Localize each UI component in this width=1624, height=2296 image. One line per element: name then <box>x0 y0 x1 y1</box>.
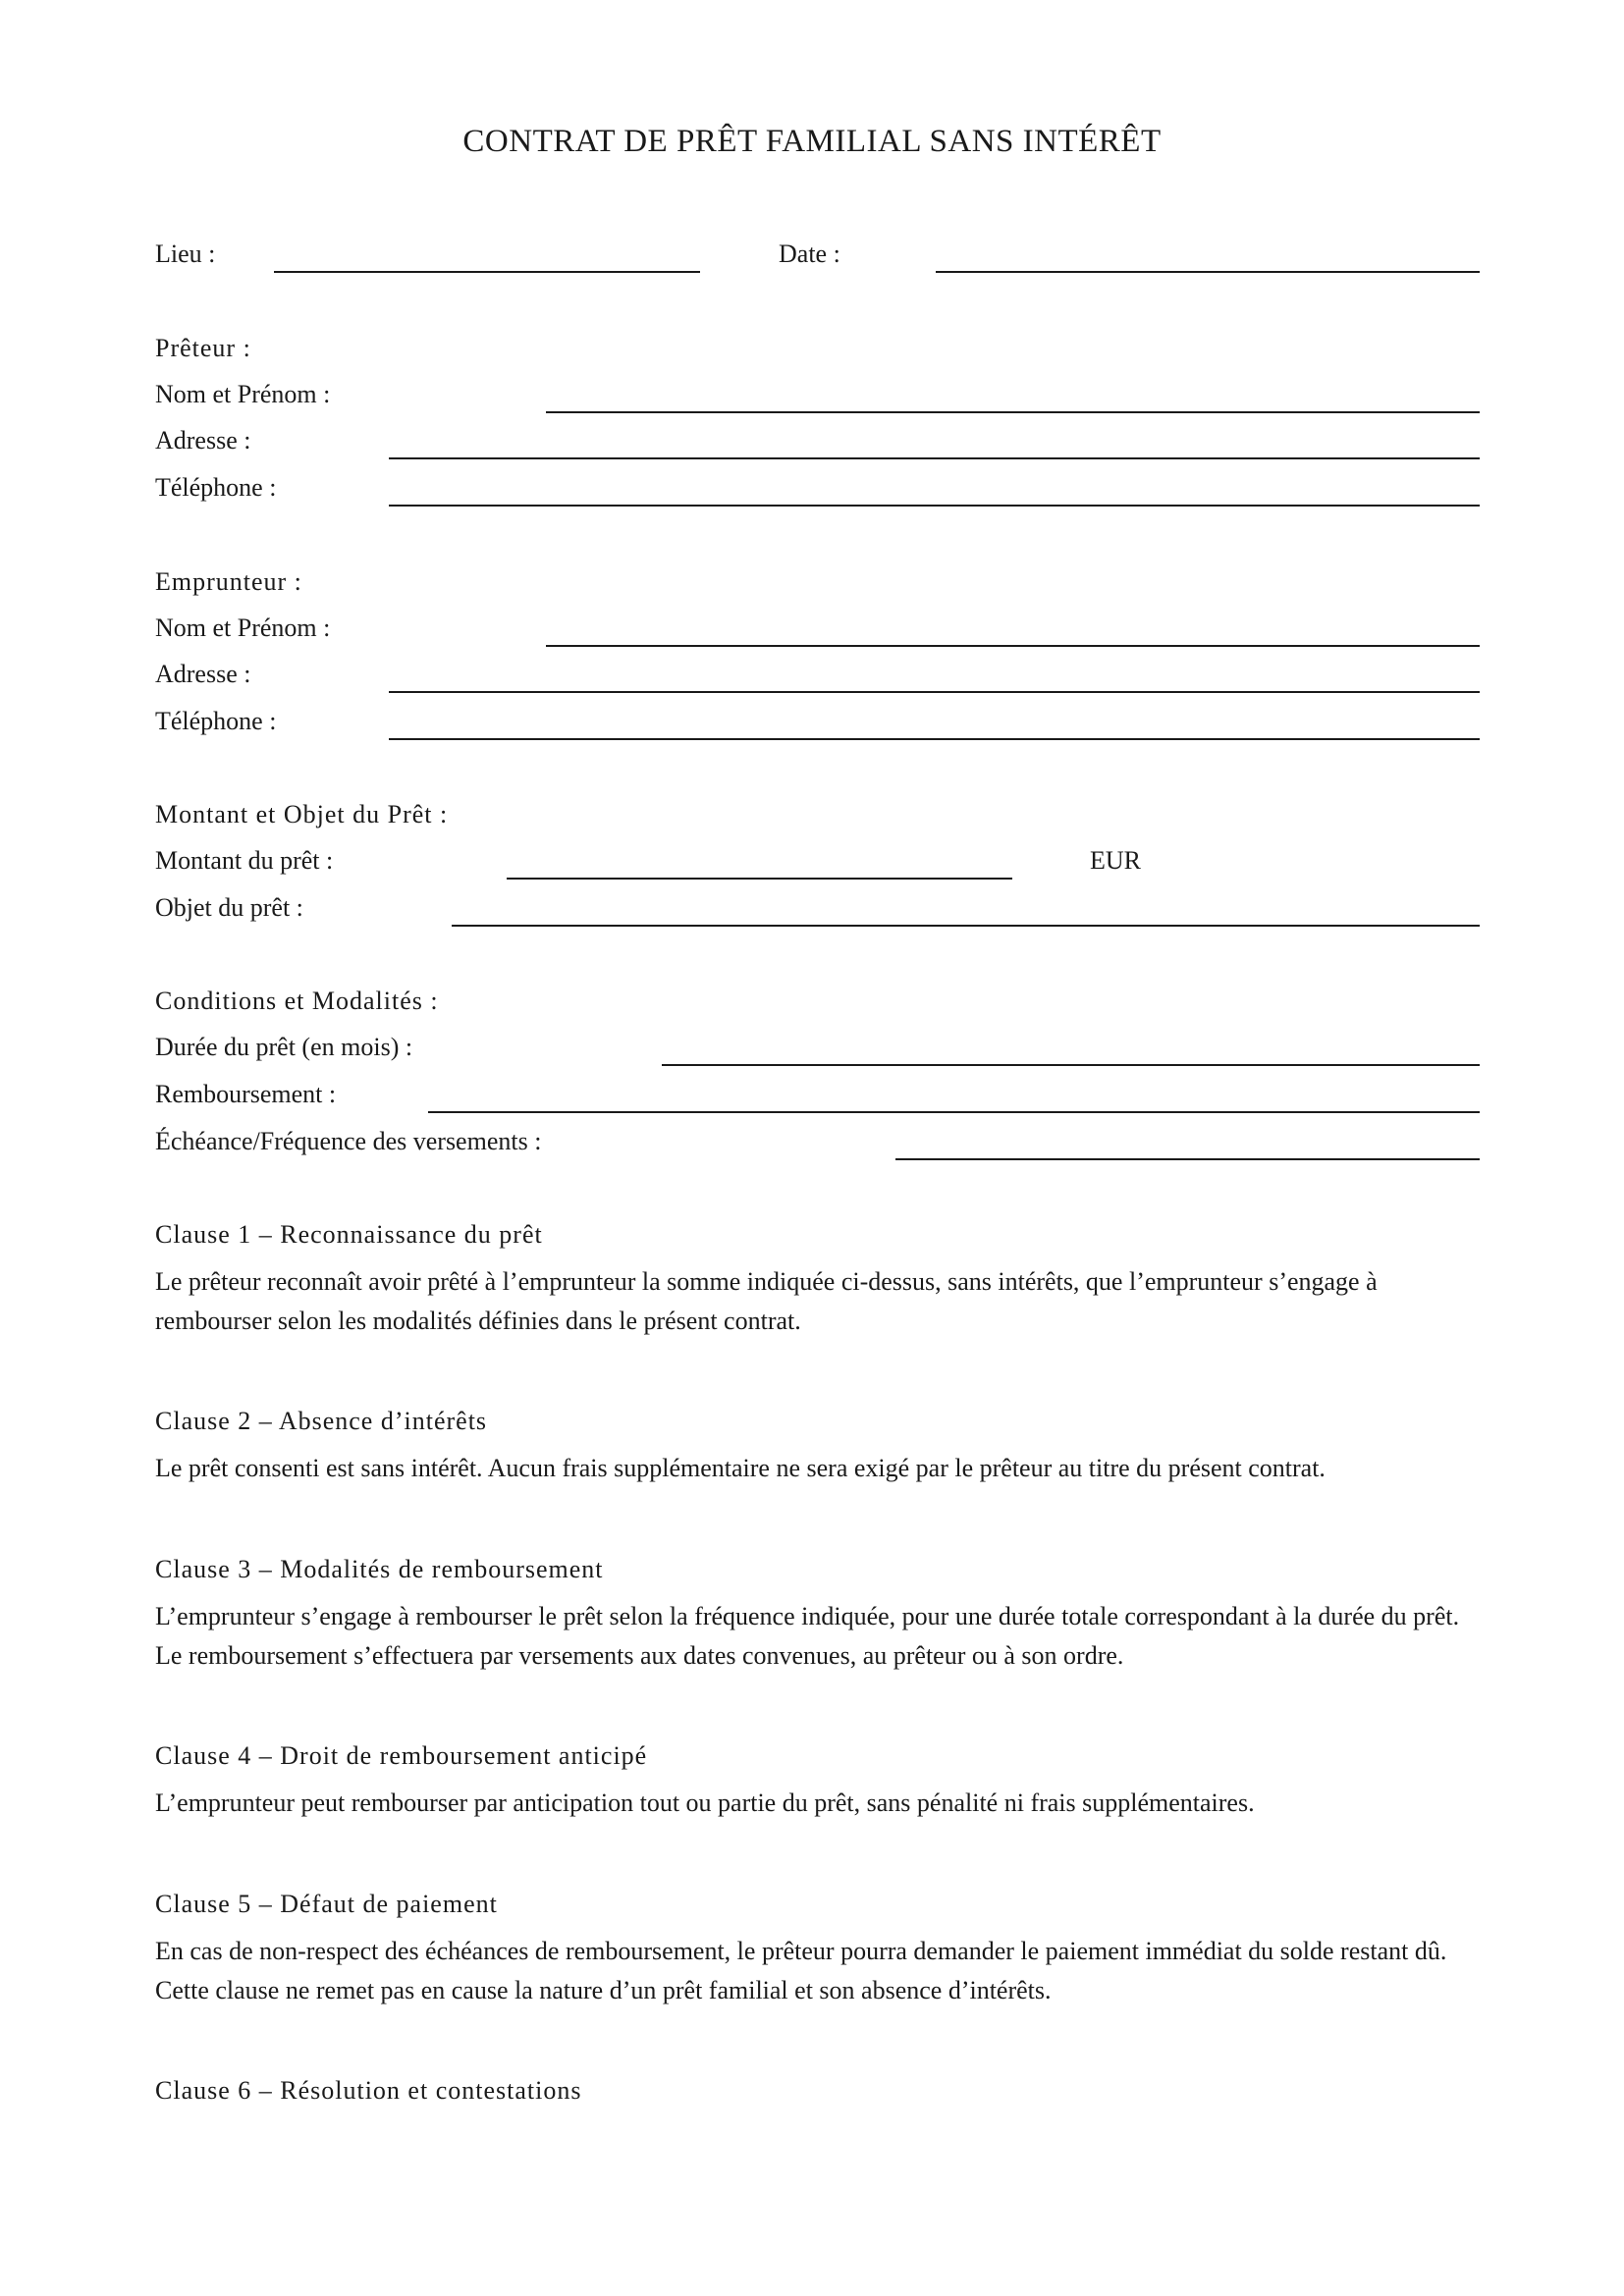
document-title: CONTRAT DE PRÊT FAMILIAL SANS INTÉRÊT <box>462 124 1162 159</box>
clause-text: Le prêt consenti est sans intérêt. Aucun frais supplémentaire ne sera exigé par le prêteur au titre du présent contrat. <box>155 1454 1326 1482</box>
echeance-label: Échéance/Fréquence des versements : <box>155 1127 542 1155</box>
preteur-telephone-label: Téléphone : <box>155 473 277 502</box>
conditions-heading: Conditions et Modalités : <box>155 987 439 1015</box>
preteur-nom-field[interactable] <box>546 411 1480 413</box>
preteur-telephone-field[interactable] <box>389 505 1480 507</box>
clause-text: En cas de non-respect des échéances de remboursement, le prêteur pourra demander le paiement immédiat du solde restant dû. Cette clause ne remet pas en cause la nature d’un prêt familial et son absence d’intérêts. <box>155 1937 1447 2004</box>
clause-text: Le prêteur reconnaît avoir prêté à l’emprunteur la somme indiquée ci-dessus, sans intérêts, que l’emprunteur s’engage à rembourser selon les modalités définies dans le présent contrat. <box>155 1267 1378 1335</box>
lieu-field[interactable] <box>274 271 700 273</box>
preteur-adresse-label: Adresse : <box>155 426 251 454</box>
emprunteur-adresse-field[interactable] <box>389 691 1480 693</box>
clause-title: Clause 6 – Résolution et contestations <box>155 2076 582 2105</box>
objet-label: Objet du prêt : <box>155 893 303 922</box>
currency-label: EUR <box>1090 846 1141 875</box>
echeance-field[interactable] <box>895 1158 1480 1160</box>
clause-title: Clause 5 – Défaut de paiement <box>155 1890 498 1918</box>
lieu-label: Lieu : <box>155 240 216 268</box>
clause-title: Clause 2 – Absence d’intérêts <box>155 1407 488 1435</box>
emprunteur-nom-field[interactable] <box>546 645 1480 647</box>
clause-text: L’emprunteur s’engage à rembourser le prêt selon la fréquence indiquée, pour une durée totale correspondant à la durée du prêt. Le remboursement s’effectuera par versements aux dates convenues, au prêteur ou à son ordre. <box>155 1602 1460 1670</box>
date-field[interactable] <box>936 271 1480 273</box>
preteur-nom-label: Nom et Prénom : <box>155 380 331 408</box>
emprunteur-telephone-label: Téléphone : <box>155 707 277 735</box>
date-label: Date : <box>779 240 840 268</box>
montant-heading: Montant et Objet du Prêt : <box>155 800 449 828</box>
montant-field[interactable] <box>507 878 1012 880</box>
clause-title: Clause 4 – Droit de remboursement anticipé <box>155 1741 648 1770</box>
objet-field[interactable] <box>452 925 1480 927</box>
emprunteur-heading: Emprunteur : <box>155 567 302 596</box>
emprunteur-telephone-field[interactable] <box>389 738 1480 740</box>
emprunteur-nom-label: Nom et Prénom : <box>155 614 331 642</box>
preteur-adresse-field[interactable] <box>389 457 1480 459</box>
emprunteur-adresse-label: Adresse : <box>155 660 251 688</box>
clause-title: Clause 1 – Reconnaissance du prêt <box>155 1220 543 1249</box>
montant-label: Montant du prêt : <box>155 846 334 875</box>
clause-text: L’emprunteur peut rembourser par anticipation tout ou partie du prêt, sans pénalité ni frais supplémentaires. <box>155 1789 1255 1817</box>
preteur-heading: Prêteur : <box>155 334 251 362</box>
remboursement-label: Remboursement : <box>155 1080 337 1108</box>
duree-label: Durée du prêt (en mois) : <box>155 1033 413 1061</box>
remboursement-field[interactable] <box>428 1111 1480 1113</box>
clause-title: Clause 3 – Modalités de remboursement <box>155 1555 604 1583</box>
duree-field[interactable] <box>662 1064 1480 1066</box>
